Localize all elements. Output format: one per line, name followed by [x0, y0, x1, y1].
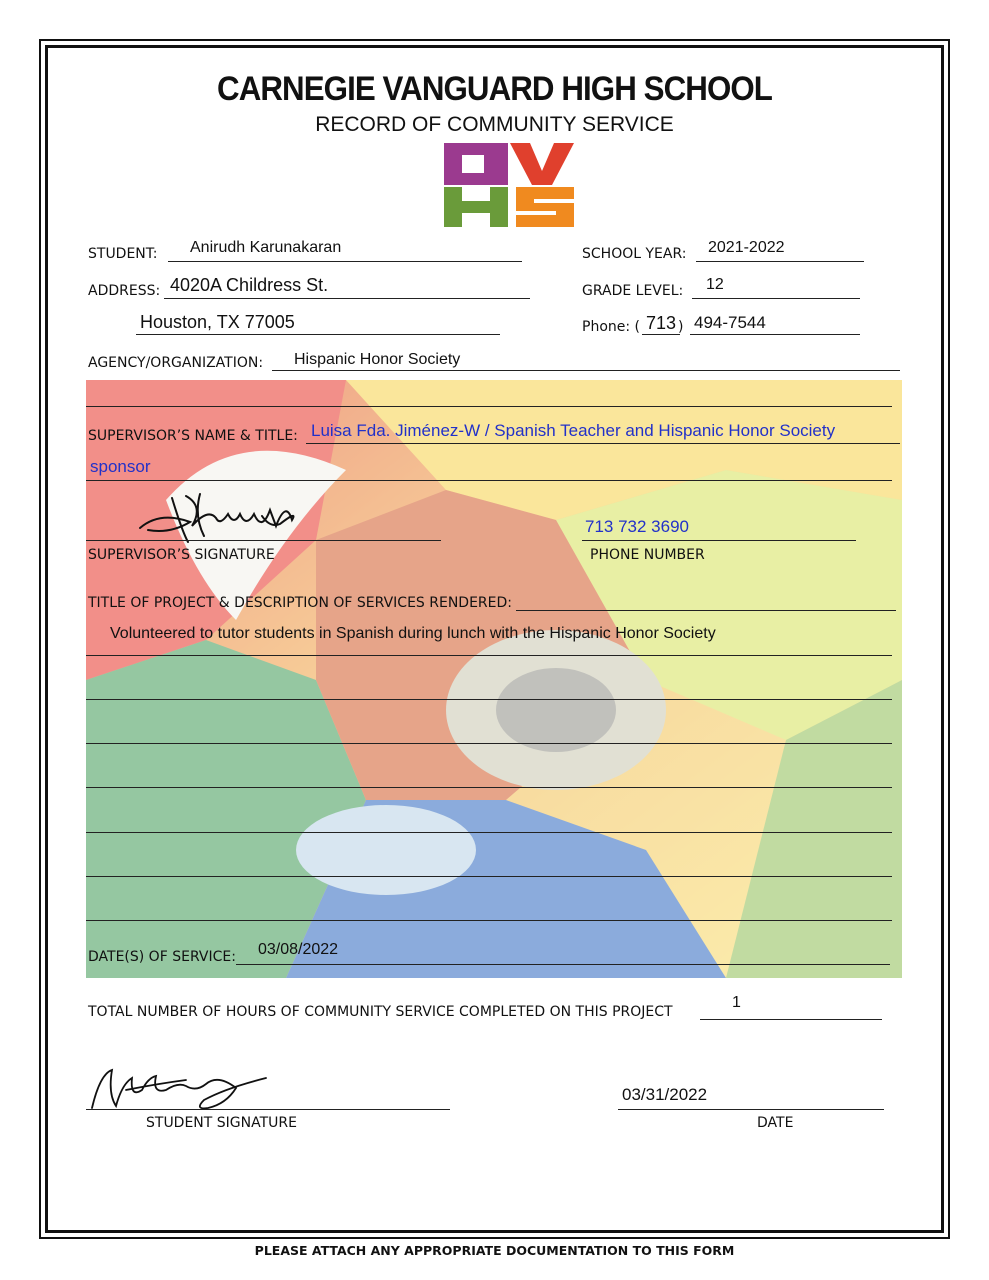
date-value: 03/31/2022: [622, 1085, 708, 1104]
phone-area-line: [642, 334, 680, 335]
agency-label: AGENCY/ORGANIZATION:: [88, 355, 264, 371]
school-name: CARNEGIE VANGUARD HIGH SCHOOL: [217, 70, 772, 108]
project-line-3: [86, 743, 892, 744]
student-signature-label: STUDENT SIGNATURE: [146, 1115, 297, 1131]
project-line-7: [86, 920, 892, 921]
student-value: Anirudh Karunakaran: [190, 239, 342, 256]
student-line: [168, 261, 522, 262]
supervisor-signature: [130, 486, 310, 548]
footer-note: PLEASE ATTACH ANY APPROPRIATE DOCUMENTATION TO THIS FORM: [254, 1243, 735, 1258]
supervisor-line-2: [86, 480, 892, 481]
school-year-label: SCHOOL YEAR:: [582, 246, 687, 262]
address-label: ADDRESS:: [88, 283, 161, 299]
grade-level-value: 12: [706, 276, 724, 293]
supervisor-signature-label: SUPERVISOR’S SIGNATURE: [88, 547, 275, 563]
dates-of-service-label: DATE(S) OF SERVICE:: [88, 949, 236, 965]
supervisor-line: [306, 443, 900, 444]
dates-of-service-line: [236, 964, 890, 965]
phone-number-value: 494-7544: [694, 313, 766, 332]
supervisor-label: SUPERVISOR’S NAME & TITLE:: [88, 428, 298, 444]
dates-of-service-value: 03/08/2022: [258, 941, 339, 958]
agency-value: Hispanic Honor Society: [294, 351, 461, 368]
phone-area-value: 713: [646, 313, 677, 333]
date-label: DATE: [757, 1115, 794, 1131]
address-line-1: [164, 298, 530, 299]
project-line: [516, 610, 896, 611]
rhino-artwork-background: [86, 380, 902, 978]
address-line-2: [136, 334, 500, 335]
student-signature-line: [86, 1109, 450, 1110]
project-value: Volunteered to tutor students in Spanish during lunch with the Hispanic Honor Society: [110, 625, 716, 642]
supervisor-value: Luisa Fda. Jiménez-W / Spanish Teacher and Hispanic Honor Society: [311, 421, 836, 440]
project-line-4: [86, 787, 892, 788]
phone-close-paren: ): [678, 319, 684, 335]
school-year-value: 2021-2022: [708, 239, 785, 256]
cvhs-logo: [440, 141, 578, 229]
phone-number-line: [690, 334, 860, 335]
address-value-1: 4020A Childress St.: [170, 275, 329, 295]
supervisor-phone-value: 713 732 3690: [585, 517, 689, 536]
grade-level-label: GRADE LEVEL:: [582, 283, 684, 299]
form-title: RECORD OF COMMUNITY SERVICE: [315, 113, 674, 136]
project-line-6: [86, 876, 892, 877]
total-hours-label: TOTAL NUMBER OF HOURS OF COMMUNITY SERVICE COMPLETED ON THIS PROJECT: [88, 1004, 673, 1020]
project-line-2: [86, 699, 892, 700]
supervisor-signature-line: [86, 540, 441, 541]
total-hours-line: [700, 1019, 882, 1020]
total-hours-value: 1: [732, 994, 741, 1011]
grade-level-line: [692, 298, 860, 299]
project-line-5: [86, 832, 892, 833]
address-value-2: Houston, TX 77005: [140, 312, 295, 332]
phone-number-label: PHONE NUMBER: [590, 547, 705, 563]
supervisor-value-continued: sponsor: [90, 457, 151, 476]
date-line: [618, 1109, 884, 1110]
project-label: TITLE OF PROJECT & DESCRIPTION OF SERVICES RENDERED:: [88, 595, 512, 611]
agency-line: [272, 370, 900, 371]
project-line-1: [86, 655, 892, 656]
supervisor-phone-line: [582, 540, 856, 541]
school-year-line: [696, 261, 864, 262]
phone-label: Phone: (: [582, 319, 640, 335]
agency-line-2: [86, 406, 892, 407]
student-label: STUDENT:: [88, 246, 158, 262]
